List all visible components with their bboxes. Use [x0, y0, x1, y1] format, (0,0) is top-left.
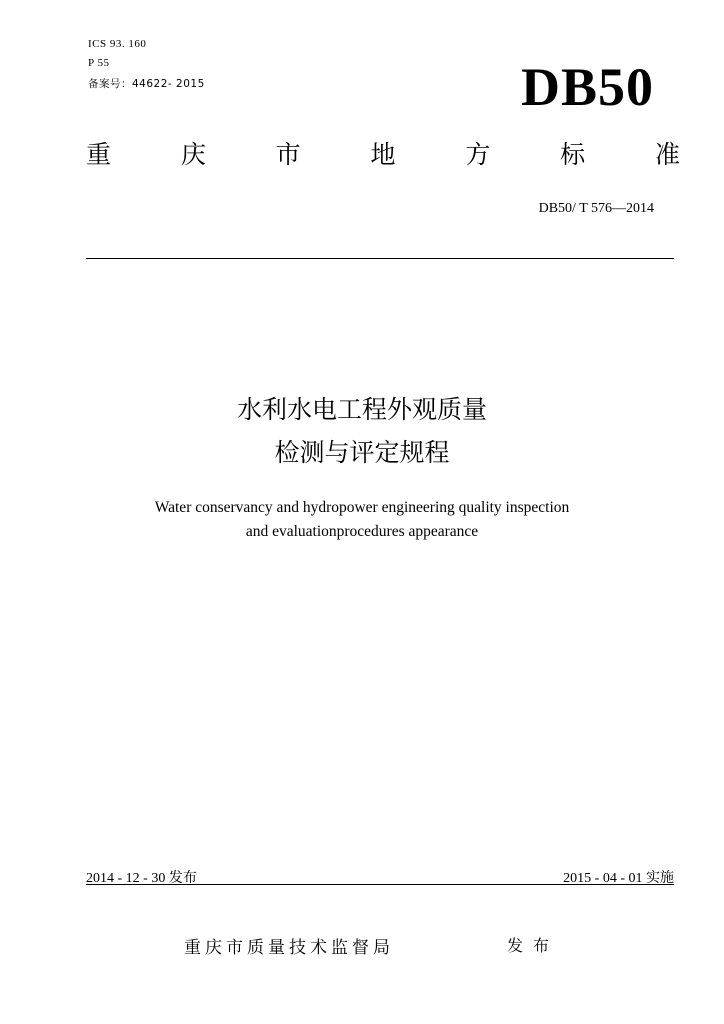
issue-label: 发布	[168, 870, 197, 886]
ics-code: ICS 93. 160	[88, 38, 147, 50]
heading-char: 重	[86, 140, 112, 169]
english-title-line-1: Water conservancy and hydropower engineering quality inspection	[154, 499, 570, 516]
header-divider	[86, 258, 674, 259]
heading-char: 庆	[180, 140, 206, 169]
standard-number: DB50/ T 576—2014	[538, 201, 654, 216]
document-title-line-2: 检测与评定规程	[274, 438, 450, 467]
implementation-date-value: 2015 - 04 - 01	[563, 871, 643, 886]
heading-char: 地	[370, 140, 396, 169]
classification-code: P 55	[88, 57, 110, 69]
footer-divider	[86, 884, 674, 885]
document-title-line-1: 水利水电工程外观质量	[236, 395, 487, 424]
english-title-line-2: and evaluationprocedures appearance	[245, 523, 479, 540]
publish-label: 发布	[507, 936, 560, 955]
heading-char: 标	[560, 140, 586, 169]
heading-char: 市	[275, 140, 301, 169]
implementation-label: 实施	[646, 870, 674, 886]
heading-char: 方	[465, 140, 491, 169]
heading-char: 准	[654, 140, 680, 169]
publisher-name: 重庆市质量技术监督局	[184, 938, 394, 958]
standard-heading	[86, 142, 680, 167]
db50-logo: DB50	[520, 57, 654, 117]
record-number: 备案号：44622- 2015	[88, 78, 205, 90]
issue-date-value: 2014 - 12 - 30	[86, 871, 166, 886]
